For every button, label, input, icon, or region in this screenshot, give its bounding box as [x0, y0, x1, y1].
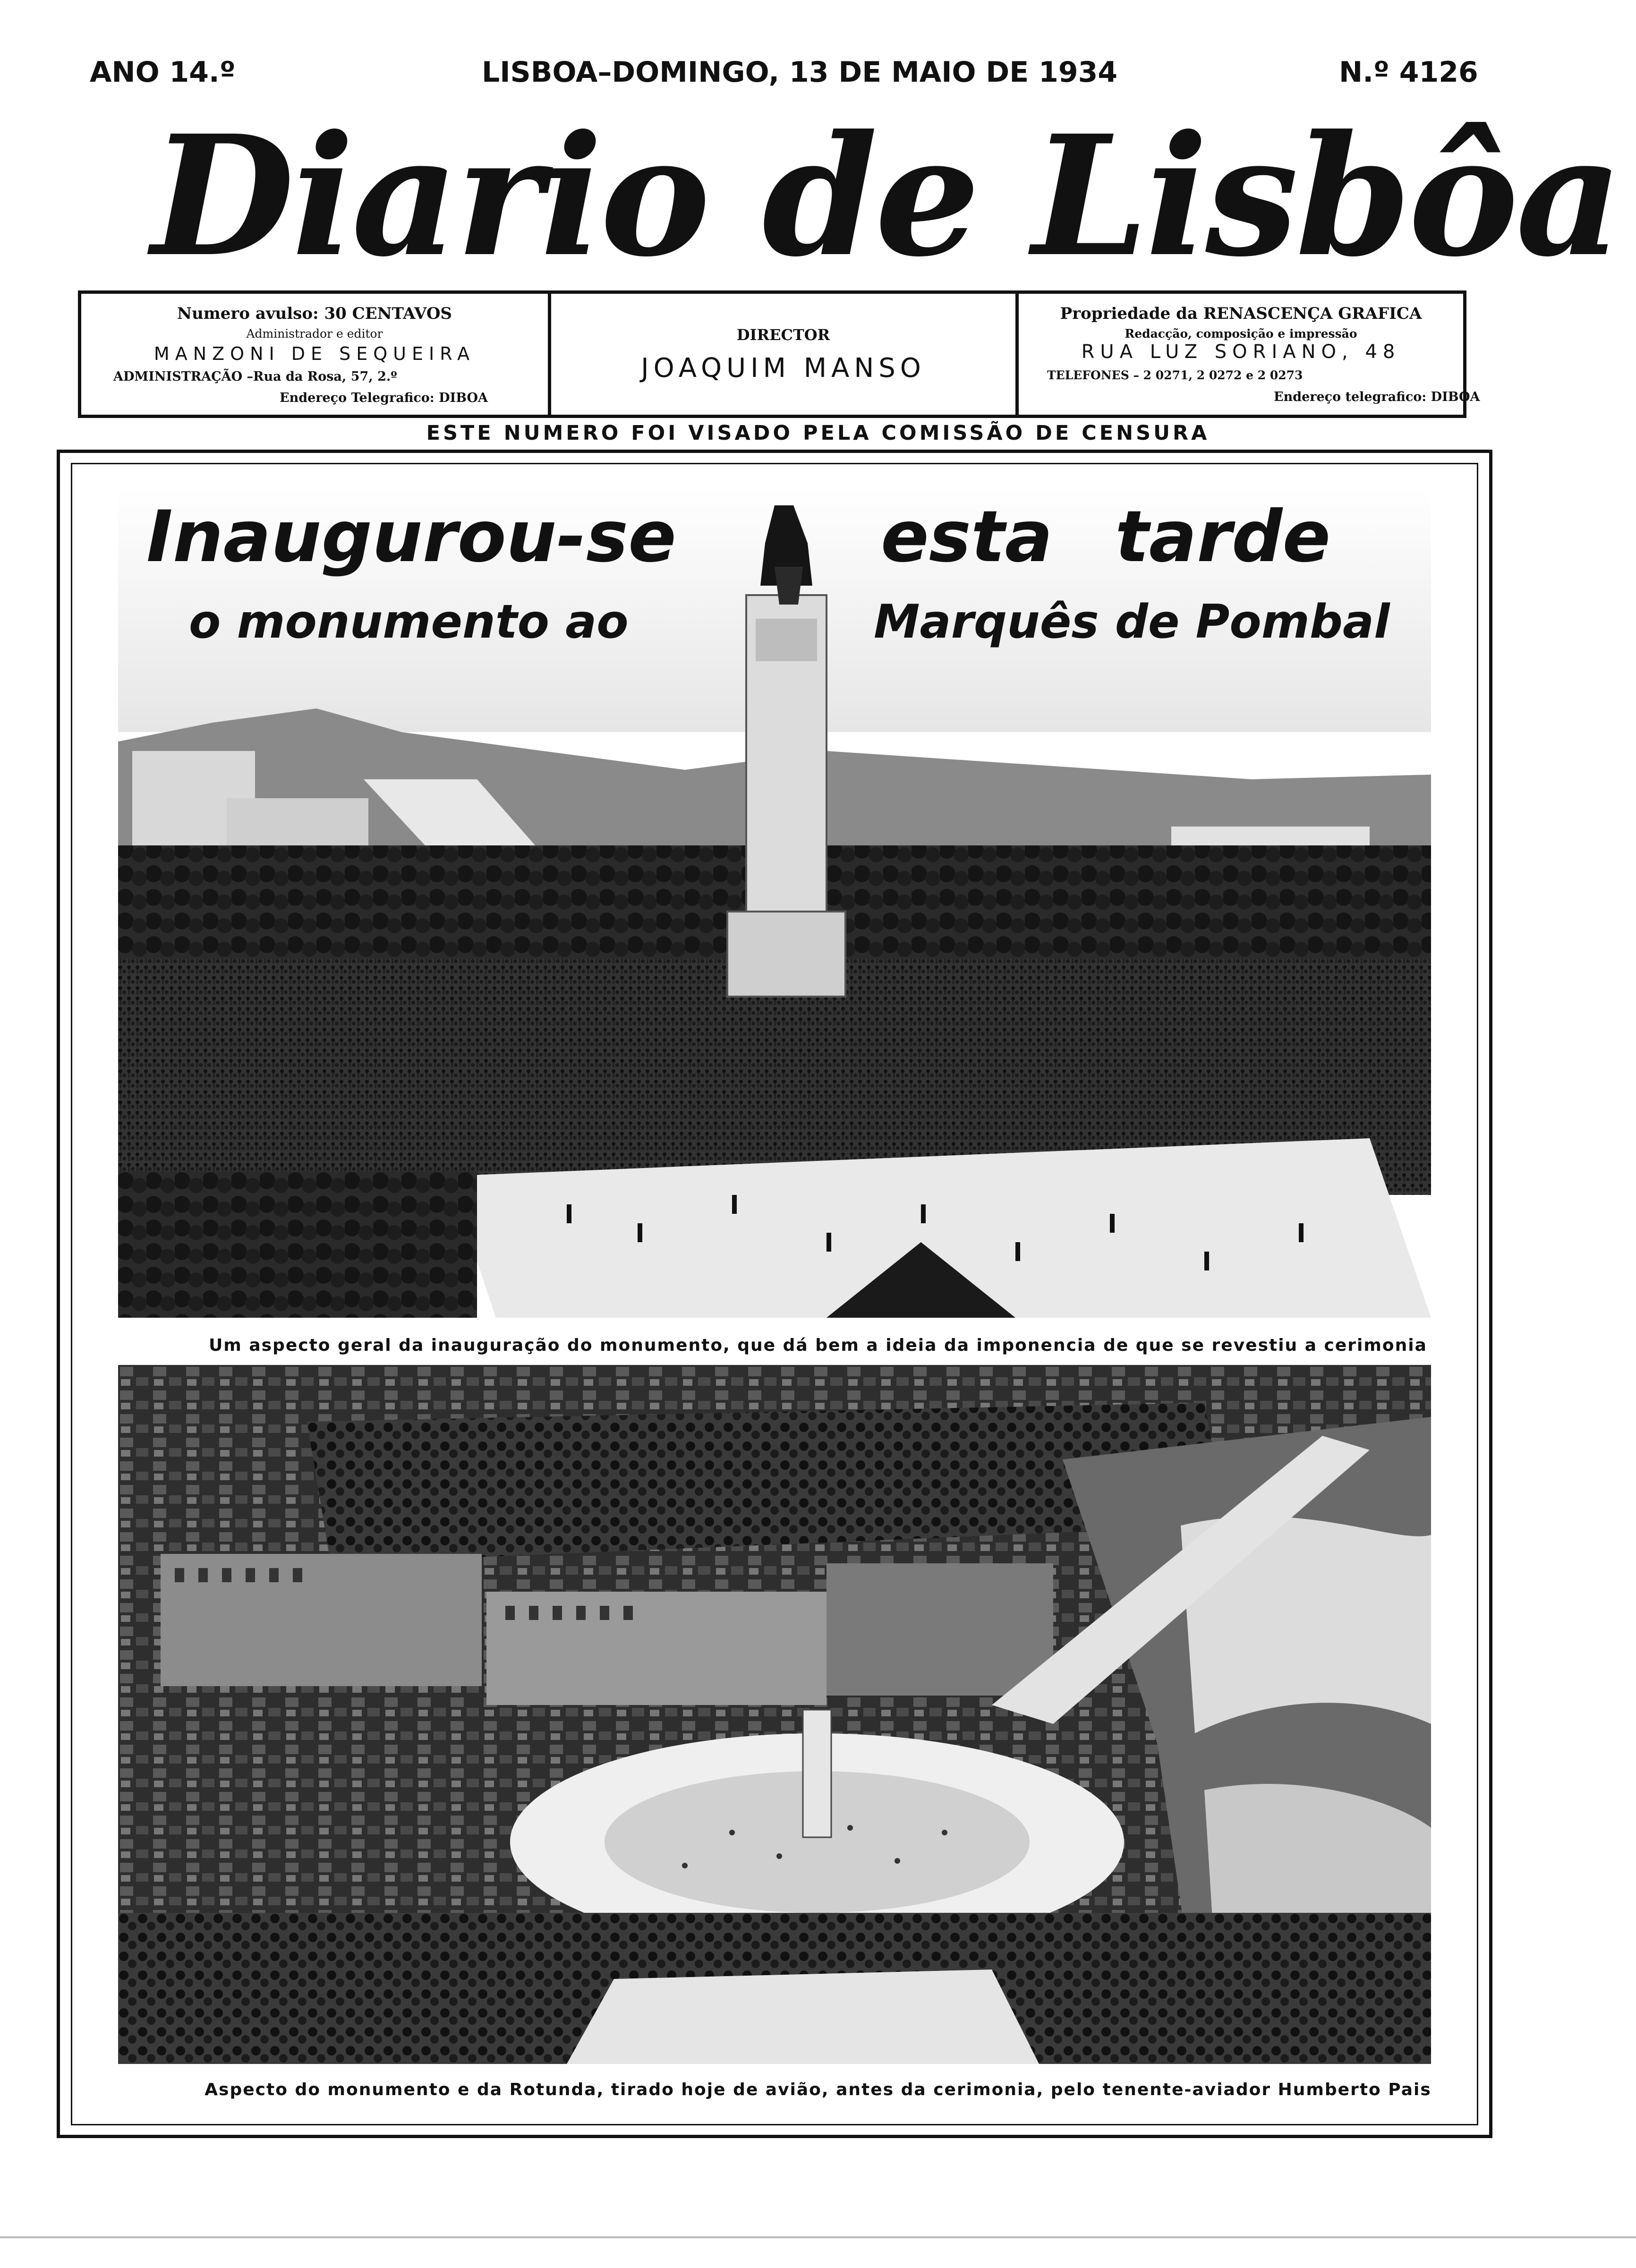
- admin-role: Administrador e editor: [246, 327, 383, 341]
- aerial-photo: [118, 1365, 1431, 2064]
- info-left-panel: [81, 294, 551, 415]
- info-box: [78, 290, 1480, 418]
- services-label: Redacção, composição e impressão: [1125, 327, 1357, 341]
- masthead-title: Diario de Lisbôa: [151, 99, 1620, 293]
- price-label: Numero avulso: 30 CENTAVOS: [177, 304, 452, 323]
- headline-right-1: esta tarde: [881, 496, 1331, 578]
- right-telegraph: Endereço telegrafico: DIBOA: [1274, 390, 1480, 404]
- caption-aerial: Aspecto do monumento e da Rotunda, tirado hoje de avião, antes da cerimonia, pelo tenente-aviador Humberto Pais: [204, 2080, 1432, 2099]
- director-name: JOAQUIM MANSO: [641, 353, 926, 384]
- dateline: LISBOA–DOMINGO, 13 DE MAIO DE 1934: [482, 56, 1118, 89]
- issue-number: N.º 4126: [1339, 56, 1478, 89]
- inauguration-photo: [118, 486, 1431, 1318]
- admin-address: ADMINISTRAÇÃO –Rua da Rosa, 57, 2.º: [113, 369, 397, 384]
- phone-numbers: TELEFONES – 2 0271, 2 0272 e 2 0273: [1047, 368, 1303, 382]
- year-label: ANO 14.º: [90, 56, 236, 89]
- bottom-rule: [0, 2236, 1636, 2238]
- director-label: DIRECTOR: [736, 326, 830, 344]
- aerial-photo-art: [118, 1365, 1431, 2064]
- admin-telegraph: Endereço Telegrafico: DIBOA: [280, 391, 488, 405]
- censorship-notice: ESTE NUMERO FOI VISADO PELA COMISSÃO DE CENSURA: [426, 421, 1210, 445]
- caption-inauguration: Um aspecto geral da inauguração do monumento, que dá bem a ideia da imponencia de que se revestiu a cerimonia: [209, 1336, 1427, 1355]
- headline-left-2: o monumento ao: [189, 595, 629, 649]
- headline-right-2: Marquês de Pombal: [874, 595, 1390, 649]
- info-right-panel: [1019, 294, 1480, 415]
- owner-label: Propriedade da RENASCENÇA GRAFICA: [1060, 304, 1422, 323]
- headline-left-1: Inaugurou-se: [146, 496, 676, 578]
- info-center-panel: [551, 294, 1019, 415]
- street-address: RUA LUZ SORIANO, 48: [1081, 341, 1401, 363]
- admin-name: MANZONI DE SEQUEIRA: [153, 343, 476, 364]
